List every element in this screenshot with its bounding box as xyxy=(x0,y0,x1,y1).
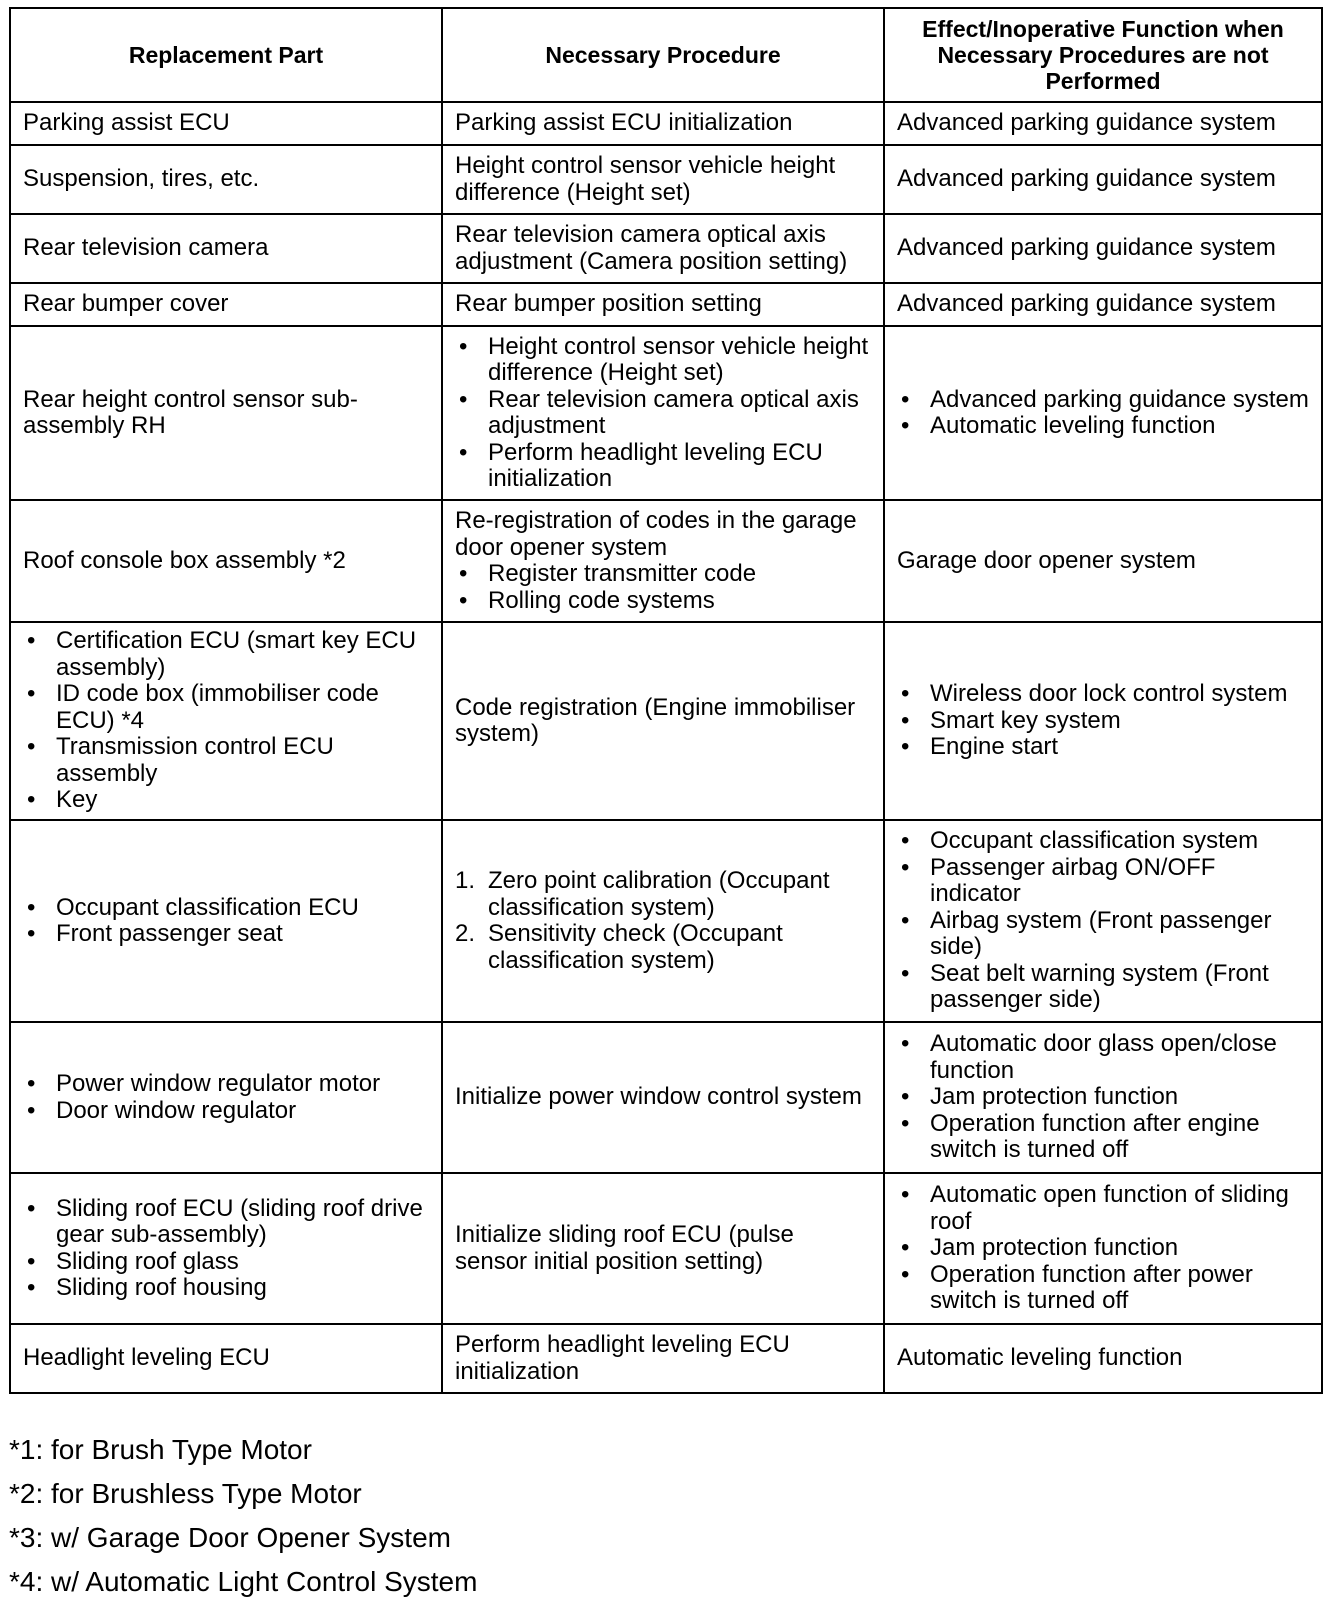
part-list xyxy=(23,1196,429,1302)
part-cell: Parking assist ECU xyxy=(10,102,442,145)
list-item: • Rear television camera optical axis adjustment xyxy=(455,387,871,440)
procedure-table xyxy=(9,7,1323,1394)
procedure-cell xyxy=(442,326,884,500)
list-item: • Automatic leveling function xyxy=(897,413,1309,440)
list-item: • Front passenger seat xyxy=(23,921,429,948)
step-text: Zero point calibration (Occupant classification system) xyxy=(488,867,830,921)
list-item: • Power window regulator motor xyxy=(23,1071,429,1098)
header-effect: Effect/Inoperative Function when Necessary Procedures are not Performed xyxy=(884,8,1322,102)
effect-cell xyxy=(884,820,1322,1022)
list-item: • Advanced parking guidance system xyxy=(897,387,1309,414)
procedure-list xyxy=(455,561,871,614)
list-item: • Operation function after power switch is turned off xyxy=(897,1262,1309,1315)
footnote: *1: for Brush Type Motor xyxy=(9,1434,312,1465)
procedure-cell: Rear television camera optical axis adjustment (Camera position setting) xyxy=(442,214,884,283)
list-item xyxy=(455,921,871,974)
procedure-cell xyxy=(442,500,884,622)
list-item: • Occupant classification system xyxy=(897,828,1309,855)
header-necessary-procedure: Necessary Procedure xyxy=(442,8,884,102)
effect-list xyxy=(897,1182,1309,1315)
footnotes xyxy=(9,1428,909,1604)
step-number: 1. xyxy=(455,867,476,894)
list-item: • Engine start xyxy=(897,734,1309,761)
list-item: • Automatic open function of sliding roof xyxy=(897,1182,1309,1235)
procedure-intro: Re-registration of codes in the garage door opener system xyxy=(455,507,857,561)
list-item: • Operation function after engine switch is turned off xyxy=(897,1111,1309,1164)
procedure-cell: Height control sensor vehicle height difference (Height set) xyxy=(442,145,884,214)
list-item: • Register transmitter code xyxy=(455,561,871,588)
list-item: • Transmission control ECU assembly xyxy=(23,734,429,787)
effect-cell xyxy=(884,1173,1322,1324)
list-item: • Passenger airbag ON/OFF indicator xyxy=(897,855,1309,908)
procedure-cell: Parking assist ECU initialization xyxy=(442,102,884,145)
list-item: • Seat belt warning system (Front passenger side) xyxy=(897,961,1309,1014)
list-item: • Sliding roof housing xyxy=(23,1275,429,1302)
part-cell: Rear height control sensor sub-assembly RH xyxy=(10,326,442,500)
table-row xyxy=(10,214,1322,283)
procedure-cell: Code registration (Engine immobiliser system) xyxy=(442,622,884,820)
list-item: • Perform headlight leveling ECU initialization xyxy=(455,440,871,493)
footnote: *3: w/ Garage Door Opener System xyxy=(9,1522,451,1553)
list-item: • Sliding roof glass xyxy=(23,1249,429,1276)
table-row xyxy=(10,1324,1322,1393)
effect-cell xyxy=(884,1022,1322,1173)
effect-list xyxy=(897,387,1309,440)
list-item: • Certification ECU (smart key ECU assembly) xyxy=(23,628,429,681)
part-cell: Rear television camera xyxy=(10,214,442,283)
table-row xyxy=(10,326,1322,500)
table-row xyxy=(10,500,1322,622)
table-header-row xyxy=(10,8,1322,102)
procedure-list xyxy=(455,334,871,493)
effect-list xyxy=(897,1031,1309,1164)
part-list xyxy=(23,1071,429,1124)
list-item: • Rolling code systems xyxy=(455,588,871,615)
part-cell xyxy=(10,820,442,1022)
part-cell: Rear bumper cover xyxy=(10,283,442,326)
step-text: Sensitivity check (Occupant classification system) xyxy=(488,920,783,974)
effect-cell xyxy=(884,622,1322,820)
footnote: *2: for Brushless Type Motor xyxy=(9,1478,362,1509)
step-number: 2. xyxy=(455,920,476,947)
list-item: • Jam protection function xyxy=(897,1235,1309,1262)
table-row xyxy=(10,102,1322,145)
part-list xyxy=(23,628,429,814)
list-item: • Sliding roof ECU (sliding roof drive gear sub-assembly) xyxy=(23,1196,429,1249)
table-row xyxy=(10,820,1322,1022)
procedure-cell: Rear bumper position setting xyxy=(442,283,884,326)
list-item xyxy=(455,868,871,921)
list-item: • Height control sensor vehicle height difference (Height set) xyxy=(455,334,871,387)
list-item: • Airbag system (Front passenger side) xyxy=(897,908,1309,961)
part-cell xyxy=(10,1022,442,1173)
table-row xyxy=(10,622,1322,820)
procedure-cell: Initialize sliding roof ECU (pulse sensor initial position setting) xyxy=(442,1173,884,1324)
table-row xyxy=(10,145,1322,214)
list-item: • Automatic door glass open/close function xyxy=(897,1031,1309,1084)
effect-cell: Automatic leveling function xyxy=(884,1324,1322,1393)
list-item: • Wireless door lock control system xyxy=(897,681,1309,708)
effect-cell: Advanced parking guidance system xyxy=(884,214,1322,283)
effect-cell: Advanced parking guidance system xyxy=(884,102,1322,145)
part-cell xyxy=(10,622,442,820)
table-row xyxy=(10,1173,1322,1324)
header-replacement-part: Replacement Part xyxy=(10,8,442,102)
part-cell xyxy=(10,1173,442,1324)
procedure-cell xyxy=(442,820,884,1022)
effect-cell: Garage door opener system xyxy=(884,500,1322,622)
list-item: • Occupant classification ECU xyxy=(23,895,429,922)
list-item: • Door window regulator xyxy=(23,1098,429,1125)
procedure-cell: Initialize power window control system xyxy=(442,1022,884,1173)
effect-list xyxy=(897,828,1309,1014)
effect-cell: Advanced parking guidance system xyxy=(884,145,1322,214)
part-cell: Headlight leveling ECU xyxy=(10,1324,442,1393)
procedure-steps xyxy=(455,868,871,974)
list-item: • Smart key system xyxy=(897,708,1309,735)
part-cell: Roof console box assembly *2 xyxy=(10,500,442,622)
effect-cell: Advanced parking guidance system xyxy=(884,283,1322,326)
list-item: • Key xyxy=(23,787,429,814)
procedure-cell: Perform headlight leveling ECU initialization xyxy=(442,1324,884,1393)
part-cell: Suspension, tires, etc. xyxy=(10,145,442,214)
effect-cell xyxy=(884,326,1322,500)
list-item: • ID code box (immobiliser code ECU) *4 xyxy=(23,681,429,734)
table-row xyxy=(10,283,1322,326)
footnote: *4: w/ Automatic Light Control System xyxy=(9,1566,478,1597)
part-list xyxy=(23,895,429,948)
table-row xyxy=(10,1022,1322,1173)
effect-list xyxy=(897,681,1309,761)
list-item: • Jam protection function xyxy=(897,1084,1309,1111)
